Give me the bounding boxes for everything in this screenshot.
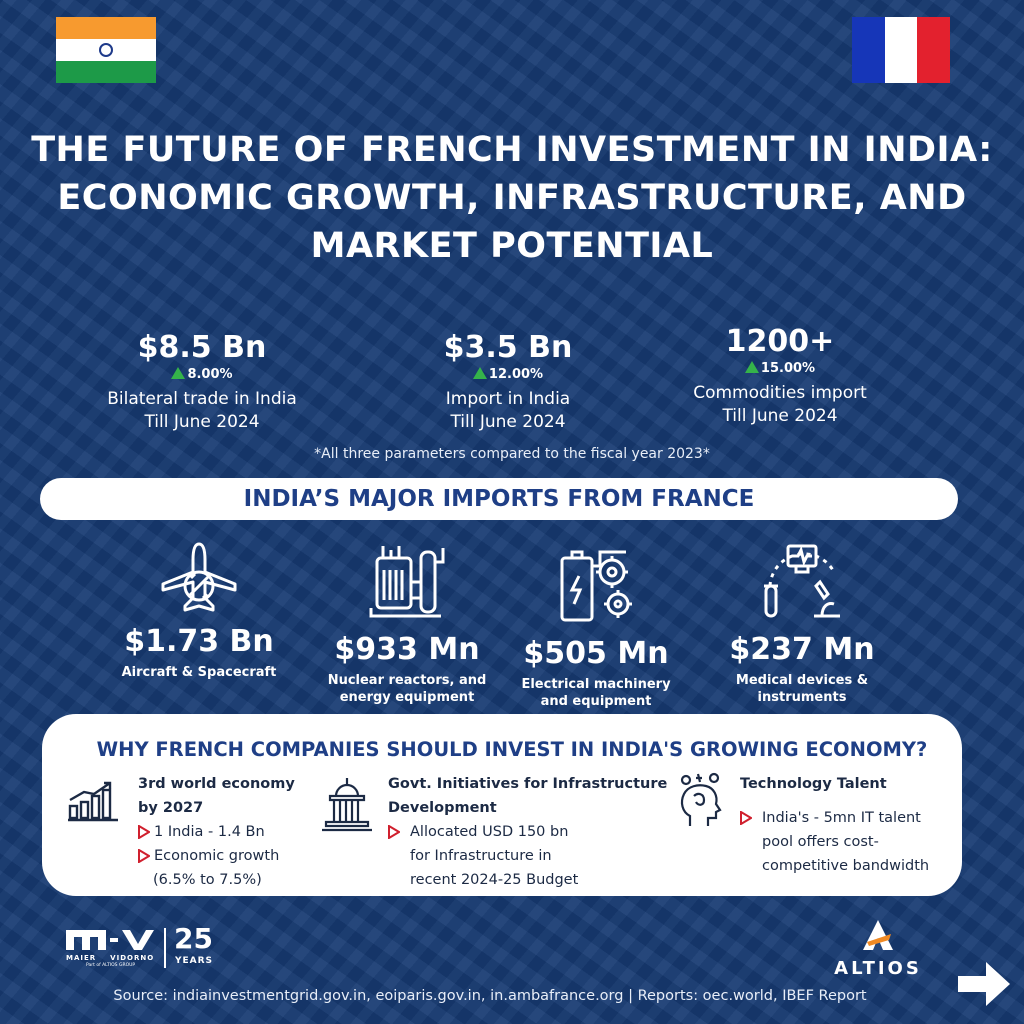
imports-heading: INDIA’S MAJOR IMPORTS FROM FRANCE <box>40 478 958 520</box>
import-label: Aircraft & Spacecraft <box>121 665 277 680</box>
stat-change: 12.00% <box>473 366 543 384</box>
maier-vidorno-logo: MAIER VIDORNO Part of ALTIOS GROUP 25 YEARS <box>66 922 214 968</box>
col-infrastructure: Govt. Initiatives for Infrastructure Development Allocated USD 150 bn for Infrastructure in recent 2024-25 Budget <box>388 776 668 888</box>
bullet-arrow-icon <box>388 825 400 839</box>
bullet-item: 1 India - 1.4 Bn <box>138 820 338 844</box>
import-label: Medical devices & instruments <box>735 673 869 705</box>
import-label: Nuclear reactors, and energy equipment <box>327 673 487 705</box>
india-flag <box>56 17 156 83</box>
import-electrical <box>491 546 701 710</box>
reactor-icon <box>357 542 457 622</box>
col-economy: 3rd world economy by 2027 1 India - 1.4 Bn Economic growth (6.5% to 7.5%) <box>138 772 338 892</box>
growth-chart-icon <box>66 780 120 822</box>
altios-mark-icon <box>861 918 895 952</box>
up-arrow-icon <box>473 367 487 379</box>
altios-logo: ALTIOS <box>828 918 928 978</box>
medical-instruments-icon <box>752 542 852 622</box>
bullet-item: Economic growth <box>138 844 338 868</box>
stat-value: 1200+ <box>725 324 835 359</box>
up-arrow-icon <box>171 367 185 379</box>
import-label: Electrical machinery and equipment <box>521 677 671 709</box>
bullet-item: India's - 5mn IT talent <box>740 806 955 830</box>
battery-gears-icon <box>546 546 646 626</box>
source-line: Source: indiainvestmentgrid.gov.in, eoiparis.gov.in, in.ambafrance.org | Reports: oec.world, IBEF Report <box>113 988 867 1004</box>
stat-change: 8.00% <box>171 366 232 384</box>
stat-value: $8.5 Bn <box>137 330 267 365</box>
bullet-arrow-icon <box>138 849 150 863</box>
airplane-wrench-icon <box>149 540 249 620</box>
footnote: *All three parameters compared to the fiscal year 2023* <box>314 446 710 462</box>
why-invest-card <box>42 714 962 896</box>
import-nuclear <box>302 542 512 706</box>
page-title: THE FUTURE OF FRENCH INVESTMENT IN INDIA: ECONOMIC GROWTH, INFRASTRUCTURE, AND MARKET POTENTIAL <box>31 130 993 266</box>
ashoka-chakra-icon <box>99 43 113 57</box>
col-technology: Technology Talent India's - 5mn IT talent pool offers cost- competitive bandwidth <box>740 772 955 878</box>
bullet-item: Allocated USD 150 bn <box>388 820 668 844</box>
import-value: $505 Mn <box>523 636 669 671</box>
import-value: $1.73 Bn <box>124 624 274 659</box>
next-arrow-icon[interactable] <box>956 960 1012 1008</box>
stat-commodities: 1200+ 15.00% Commodities import Till June 2024 <box>630 324 930 428</box>
stat-change: 15.00% <box>745 360 815 378</box>
stat-import: $3.5 Bn 12.00% Import in India Till June 2024 <box>358 330 658 434</box>
import-value: $237 Mn <box>729 632 875 667</box>
up-arrow-icon <box>745 361 759 373</box>
stat-value: $3.5 Bn <box>443 330 573 365</box>
stat-bilateral-trade: $8.5 Bn 8.00% Bilateral trade in India Till June 2024 <box>52 330 352 434</box>
mv-mark-icon <box>66 928 154 952</box>
bullet-arrow-icon <box>740 811 752 825</box>
bullet-arrow-icon <box>138 825 150 839</box>
import-value: $933 Mn <box>334 632 480 667</box>
why-invest-title: WHY FRENCH COMPANIES SHOULD INVEST IN INDIA'S GROWING ECONOMY? <box>96 738 928 761</box>
government-building-icon <box>318 776 376 834</box>
head-ideas-icon <box>676 772 726 828</box>
france-flag <box>852 17 950 83</box>
import-medical <box>697 542 907 706</box>
import-aircraft <box>94 540 304 681</box>
